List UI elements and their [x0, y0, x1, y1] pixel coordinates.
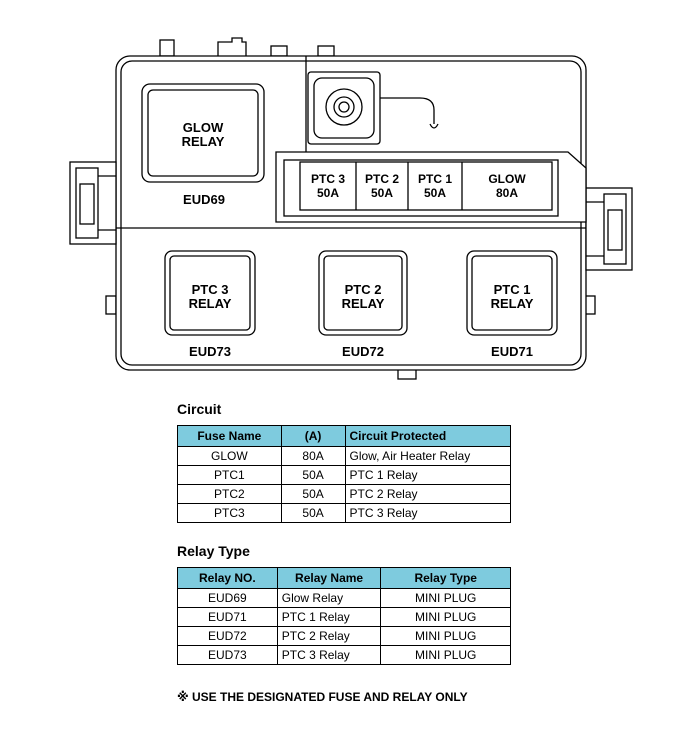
circuit-row-cell: GLOW: [178, 447, 282, 466]
relay-row: [178, 589, 511, 608]
circuit-row: [178, 466, 511, 485]
fuse-ptc3-name: PTC 3: [310, 172, 346, 186]
relay-header-name: Relay Name: [277, 568, 381, 589]
fuse-glow-rating: 80A: [495, 186, 519, 200]
ptc2-relay-code: EUD72: [342, 344, 384, 359]
ptc1-relay-code: EUD71: [491, 344, 533, 359]
circuit-row-cell: 80A: [281, 447, 345, 466]
relay-row: [178, 646, 511, 665]
relay-row-cell: MINI PLUG: [381, 646, 511, 665]
relay-row-cell: EUD71: [178, 608, 278, 627]
circuit-row-cell: PTC 2 Relay: [345, 485, 511, 504]
glow-relay-code: EUD69: [183, 192, 225, 207]
relay-row-cell: MINI PLUG: [381, 589, 511, 608]
relay-row-cell: PTC 1 Relay: [277, 608, 381, 627]
glow-relay-name-line1: GLOW: [182, 120, 224, 135]
ptc3-relay-code: EUD73: [189, 344, 231, 359]
circuit-row-cell: PTC1: [178, 466, 282, 485]
relay-row-cell: PTC 3 Relay: [277, 646, 381, 665]
relay-row: [178, 608, 511, 627]
circuit-row-cell: PTC2: [178, 485, 282, 504]
relay-row-cell: MINI PLUG: [381, 608, 511, 627]
relay-header-number: Relay NO.: [178, 568, 278, 589]
circuit-row-cell: 50A: [281, 504, 345, 523]
fuse-ptc1-name: PTC 1: [417, 172, 453, 186]
fuse-ptc1-rating: 50A: [423, 186, 447, 200]
relay-row-cell: MINI PLUG: [381, 627, 511, 646]
relay-row-cell: PTC 2 Relay: [277, 627, 381, 646]
relay-row-cell: EUD69: [178, 589, 278, 608]
ptc1-relay-name-line2: RELAY: [490, 296, 534, 311]
ptc1-relay-name-line1: PTC 1: [493, 282, 531, 297]
fuse-ptc2-rating: 50A: [370, 186, 394, 200]
relay-row-cell: Glow Relay: [277, 589, 381, 608]
relay-row-cell: EUD73: [178, 646, 278, 665]
top-tabs: [160, 38, 334, 56]
circuit-row-cell: 50A: [281, 485, 345, 504]
right-connector: [586, 188, 632, 270]
circuit-header-fuse-name: Fuse Name: [178, 426, 282, 447]
ptc3-relay-name-line1: PTC 3: [191, 282, 229, 297]
relay-type-title: Relay Type: [177, 543, 250, 559]
circuit-header-amps: (A): [281, 426, 345, 447]
circuit-title: Circuit: [177, 401, 222, 417]
circuit-header-circuit-protected: Circuit Protected: [345, 426, 511, 447]
notice-text: ※ USE THE DESIGNATED FUSE AND RELAY ONLY: [177, 690, 468, 704]
fuse-ptc2-name: PTC 2: [364, 172, 400, 186]
ptc2-relay-name-line1: PTC 2: [344, 282, 382, 297]
ptc3-relay-name-line2: RELAY: [188, 296, 232, 311]
relay-type-table: [177, 567, 511, 665]
fuse-ptc3-rating: 50A: [316, 186, 340, 200]
relay-header-type: Relay Type: [381, 568, 511, 589]
circuit-row: [178, 504, 511, 523]
fuse-glow-name: GLOW: [488, 172, 526, 186]
circuit-row: [178, 485, 511, 504]
circuit-table: [177, 425, 511, 523]
circuit-row-cell: PTC 3 Relay: [345, 504, 511, 523]
circuit-row: [178, 447, 511, 466]
left-connector: [70, 162, 116, 244]
glow-relay-name-line2: RELAY: [181, 134, 225, 149]
circuit-row-cell: Glow, Air Heater Relay: [345, 447, 511, 466]
relay-row: [178, 627, 511, 646]
relay-row-cell: EUD72: [178, 627, 278, 646]
circuit-row-cell: PTC 1 Relay: [345, 466, 511, 485]
circuit-row-cell: PTC3: [178, 504, 282, 523]
left-nub: [106, 296, 116, 314]
circuit-row-cell: 50A: [281, 466, 345, 485]
ptc2-relay-name-line2: RELAY: [341, 296, 385, 311]
